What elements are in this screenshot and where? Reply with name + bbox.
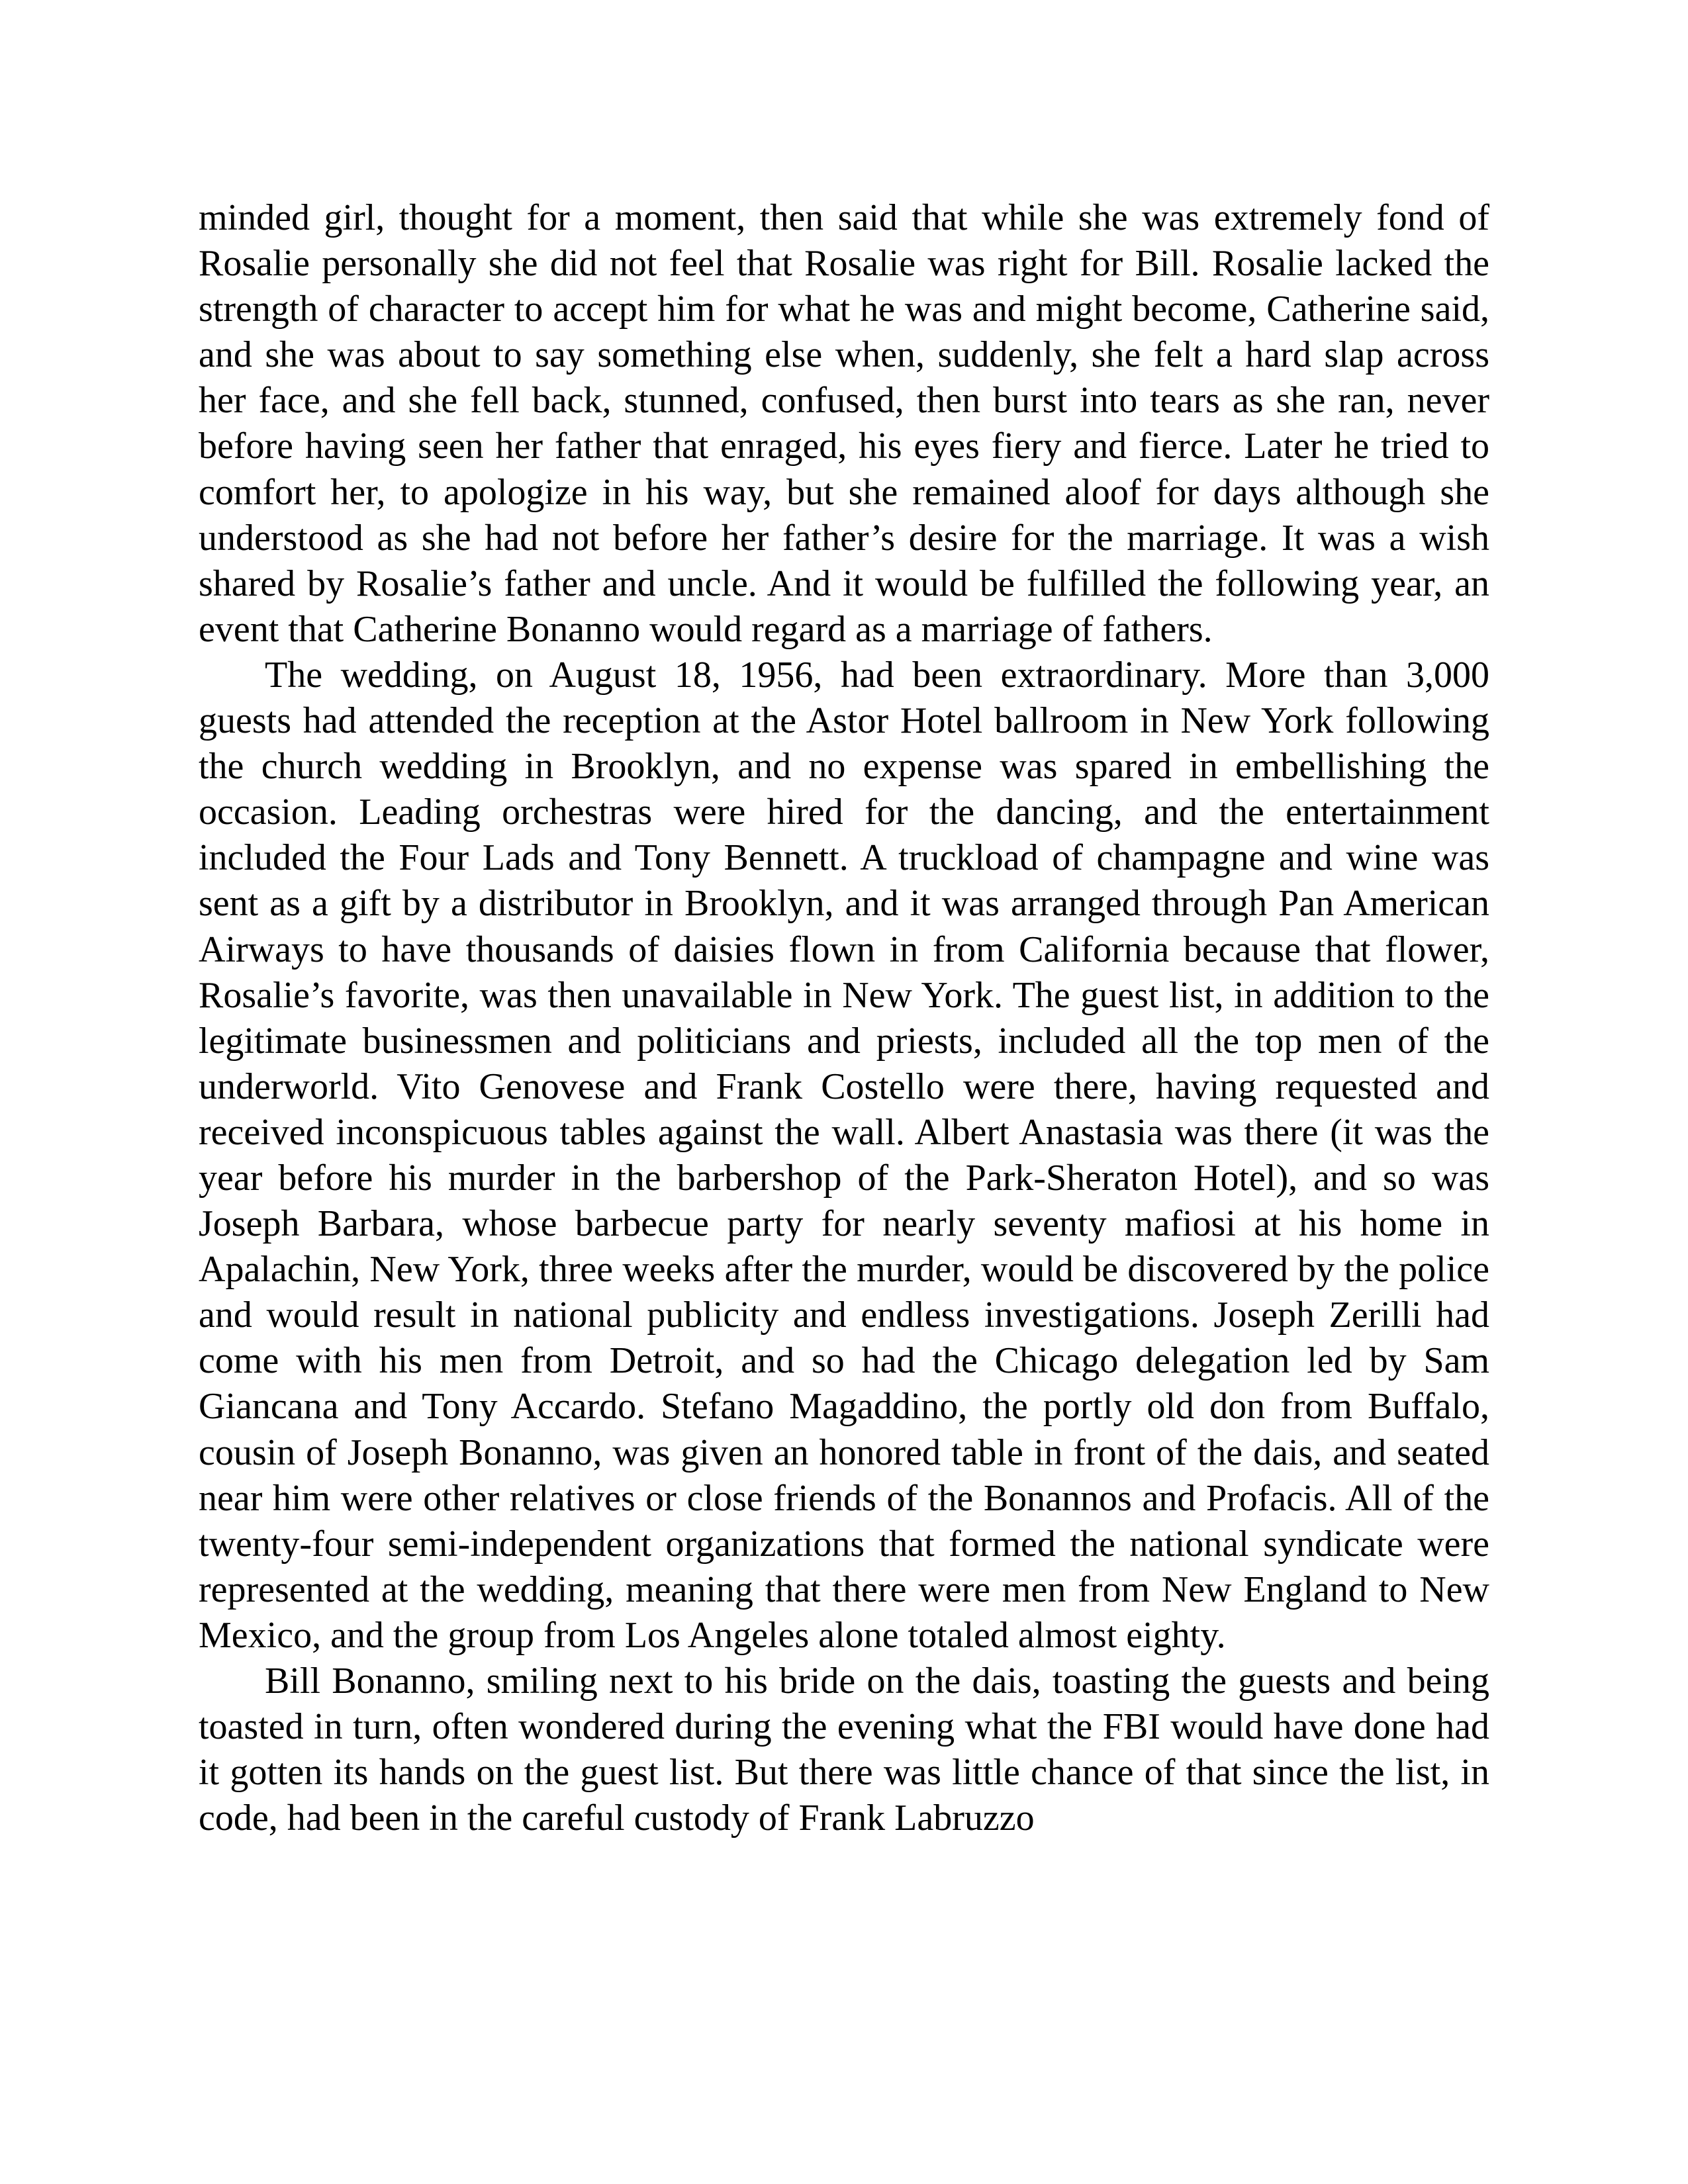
paragraph-wedding: The wedding, on August 18, 1956, had been extraordinary. More than 3,000 guests had attended the reception at the Astor Hotel ballroom in New York following the church wedding in Brooklyn, and no expense was spared in embellishing the occasion. Leading orchestras were hired for the dancing, and the entertainment included the Four Lads and Tony Bennett. A truckload of champagne and wine was sent as a gift by a distributor in Brooklyn, and it was arranged through Pan American Airways to have thousands of daisies flown in from California because that flower, Rosalie’s favorite, was then unavailable in New York. The guest list, in addition to the legitimate businessmen and politicians and priests, included all the top men of the underworld. Vito Genovese and Frank Costello were there, having requested and received inconspicuous tables against the wall. Albert Anastasia was there (it was the year before his murder in the barbershop of the Park-Sheraton Hotel), and so was Joseph Barbara, whose barbecue party for nearly seventy mafiosi at his home in Apalachin, New York, three weeks after the murder, would be discovered by the police and would result in national publicity and endless investigations. Joseph Zerilli had come with his men from Detroit, and so had the Chicago delegation led by Sam Giancana and Tony Accardo. Stefano Magaddino, the portly old don from Buffalo, cousin of Joseph Bonanno, was given an honored table in front of the dais, and seated near him were other relatives or close friends of the Bonannos and Profacis. All of the twenty-four semi-independent organizations that formed the national syndicate were represented at the wedding, meaning that there were men from New England to New Mexico, and the group from Los Angeles alone totaled almost eighty. bbox=[199, 654, 1489, 1656]
paragraph-continued: minded girl, thought for a moment, then said that while she was extremely fond of Rosalie personally she did not feel that Rosalie was right for Bill. Rosalie lacked the strength of character to accept him for what he was and might become, Catherine said, and she was about to say something else when, suddenly, she felt a hard slap across her face, and she fell back, stunned, confused, then burst into tears as she ran, never before having seen her father that enraged, his eyes fiery and fierce. Later he tried to comfort her, to apologize in his way, but she remained aloof for days although she understood as she had not before her father’s desire for the marriage. It was a wish shared by Rosalie’s father and uncle. And it would be fulfilled the following year, an event that Catherine Bonanno would regard as a marriage of fathers. bbox=[199, 197, 1489, 650]
paragraph-guest-list: Bill Bonanno, smiling next to his bride on the dais, toasting the guests and being toasted in turn, often wondered during the evening what the FBI would have done had it gotten its hands on the guest list. But there was little chance of that since the list, in code, had been in the careful custody of Frank Labruzzo bbox=[199, 1661, 1489, 1839]
body-text bbox=[199, 195, 1489, 1841]
